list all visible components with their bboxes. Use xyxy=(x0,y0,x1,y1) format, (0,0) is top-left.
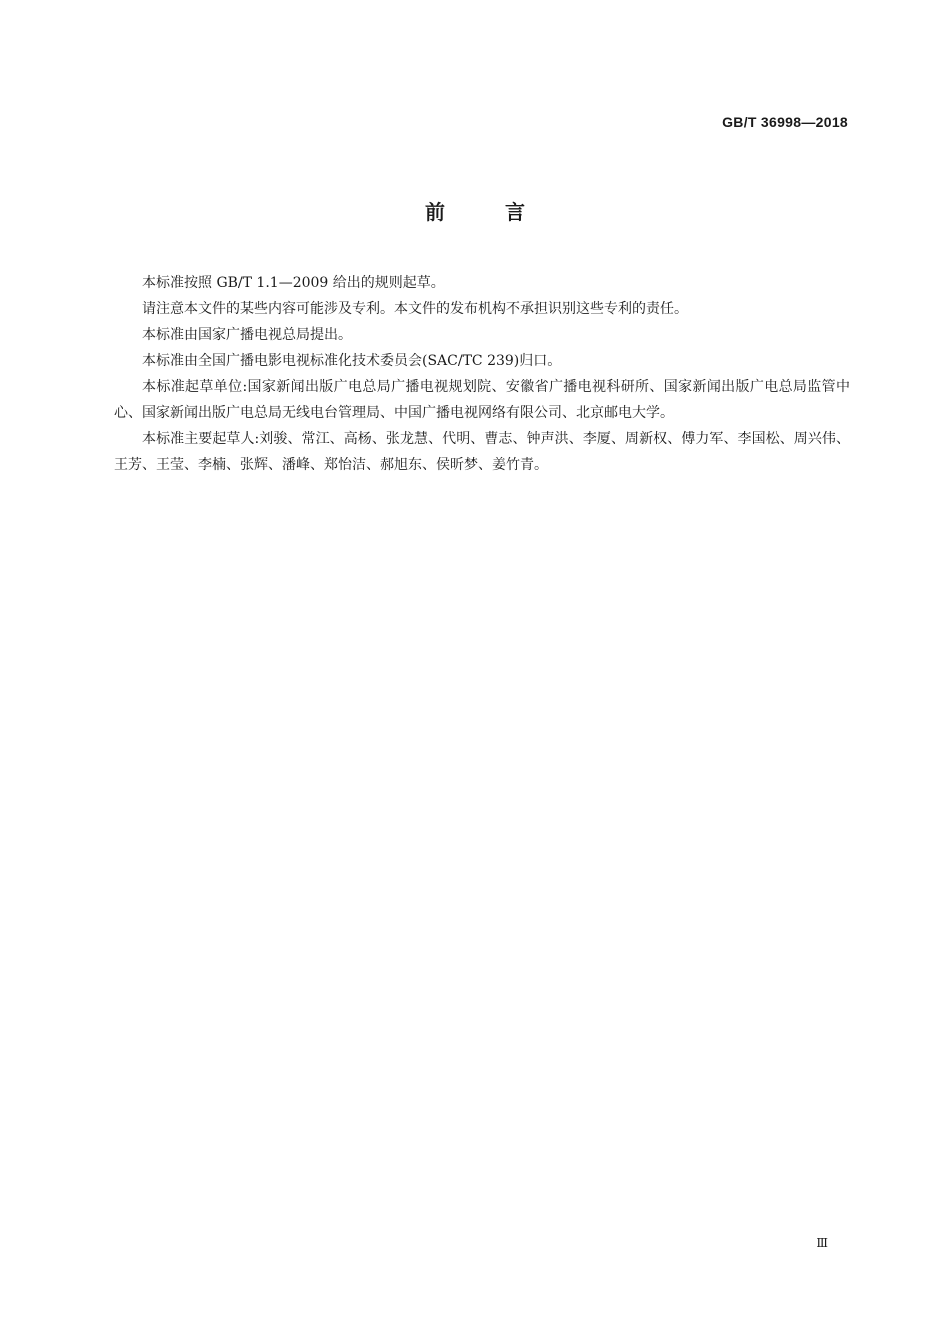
foreword-body xyxy=(114,270,850,478)
standard-number: GB/T 36998—2018 xyxy=(722,114,848,130)
paragraph-patent-notice: 请注意本文件的某些内容可能涉及专利。本文件的发布机构不承担识别这些专利的责任。 xyxy=(142,301,688,317)
paragraph-drafting-organizations: 本标准起草单位:国家新闻出版广电总局广播电视规划院、安徽省广播电视科研所、国家新闻出版广电总局监管中心、国家新闻出版广电总局无线电台管理局、中国广播电视网络有限公司、北京邮电大学。 xyxy=(114,379,850,421)
page-number: Ⅲ xyxy=(816,1236,828,1250)
paragraph-drafting-rules: 本标准按照 GB/T 1.1—2009 给出的规则起草。 xyxy=(142,275,445,291)
paragraph-technical-committee: 本标准由全国广播电影电视标准化技术委员会(SAC/TC 239)归口。 xyxy=(142,353,562,369)
paragraph-proposer: 本标准由国家广播电视总局提出。 xyxy=(142,327,352,343)
page-title: 前言 xyxy=(425,200,585,224)
paragraph-drafters: 本标准主要起草人:刘骏、常江、高杨、张龙慧、代明、曹志、钟声洪、李厦、周新权、傅力军、李国松、周兴伟、王芳、王莹、李楠、张辉、潘峰、郑怡洁、郝旭东、侯昕梦、姜竹青。 xyxy=(114,431,850,473)
